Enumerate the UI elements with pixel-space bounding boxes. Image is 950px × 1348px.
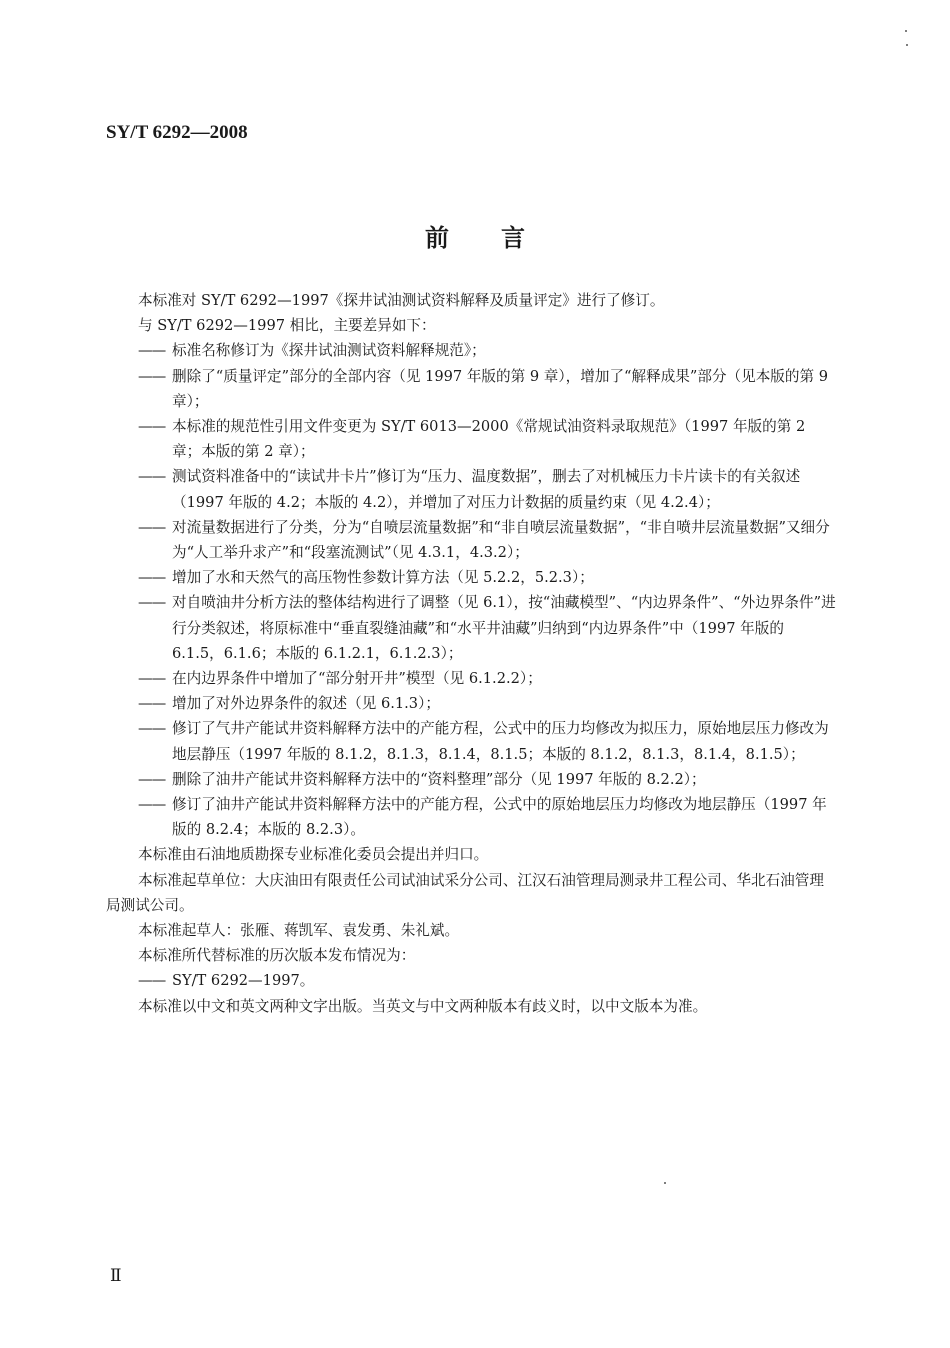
list-item xyxy=(0,767,950,792)
page-title: 前言 xyxy=(425,224,577,252)
intro-paragraph: 本标准对 SY/T 6292—1997《探井试油测试资料解释及质量评定》进行了修订。 xyxy=(138,292,665,309)
list-item-text: 对自喷油井分析方法的整体结构进行了调整（见 6.1），按“油藏模型”、“内边界条件”、“外边界条件”进行分类叙述，将原标准中“垂直裂缝油藏”和“水平井油藏”归纳到“内边界条件”中（1997 年版的 6.1.5，6.1.6；本版的 6.1.2.1，6.1.2.3）； xyxy=(172,594,836,662)
list-item-text: 在内边界条件中增加了“部分射开井”模型（见 6.1.2.2）； xyxy=(172,670,542,688)
scan-speck xyxy=(906,44,908,46)
intro-paragraph: 与 SY/T 6292—1997 相比，主要差异如下： xyxy=(138,317,436,335)
list-item xyxy=(0,515,950,565)
scan-speck xyxy=(905,30,907,32)
dash-marker: —— xyxy=(138,796,166,814)
dash-marker: —— xyxy=(138,468,166,486)
list-item-text: 本标准的规范性引用文件变更为 SY/T 6013—2000《常规试油资料录取规范》（1997 年版的第 2 章；本版的第 2 章）； xyxy=(172,418,806,461)
list-item-text: 删除了“质量评定”部分的全部内容（见 1997 年版的第 9 章），增加了“解释成果”部分（见本版的第 9 章）； xyxy=(172,367,829,410)
list-item-text: 测试资料准备中的“读试井卡片”修订为“压力、温度数据”，删去了对机械压力卡片读卡的有关叙述（1997 年版的 4.2；本版的 4.2），并增加了对压力计数据的质量约束（见 4.2.4）； xyxy=(172,468,801,511)
list-item xyxy=(0,364,950,414)
list-item-text: 增加了水和天然气的高压物性参数计算方法（见 5.2.2，5.2.3）； xyxy=(172,569,594,587)
dash-marker: —— xyxy=(138,720,166,738)
page-number: Ⅱ xyxy=(110,1266,122,1285)
list-item xyxy=(0,414,950,464)
language-note-paragraph: 本标准以中文和英文两种文字出版。当英文与中文两种版本有歧义时，以中文版本为准。 xyxy=(138,997,708,1015)
dash-marker: —— xyxy=(138,342,166,360)
history-intro-paragraph: 本标准所代替标准的历次版本发布情况为： xyxy=(138,947,416,965)
list-item-text: 对流量数据进行了分类，分为“自喷层流量数据”和“非自喷层流量数据”，“非自喷井层流量数据”又细分为“人工举升求产”和“段塞流测试”（见 4.3.1，4.3.2）； xyxy=(172,518,830,562)
list-item-text: 标准名称修订为《探井试油测试资料解释规范》； xyxy=(172,342,486,360)
list-item-text: 增加了对外边界条件的叙述（见 6.1.3）； xyxy=(172,695,440,713)
dash-marker: —— xyxy=(138,518,166,536)
list-item xyxy=(0,716,950,766)
list-item xyxy=(0,666,950,691)
dash-marker: —— xyxy=(138,770,166,788)
dash-marker: —— xyxy=(138,367,166,385)
standard-code: SY/T 6292—2008 xyxy=(106,122,248,143)
dash-marker: —— xyxy=(138,670,166,688)
dash-marker: —— xyxy=(138,972,166,990)
drafting-units-paragraph: 本标准起草单位：大庆油田有限责任公司试油试采分公司、江汉石油管理局测录井工程公司、华北石油管理局测试公司。 xyxy=(106,871,824,914)
dash-marker: —— xyxy=(138,695,166,713)
list-item xyxy=(0,464,950,514)
list-item-text: 修订了气井产能试井资料解释方法中的产能方程，公式中的压力均修改为拟压力，原始地层压力修改为地层静压（1997 年版的 8.1.2，8.1.3，8.1.4，8.1.5；本版的 8.1.2，8.1.3，8.1.4，8.1.5）； xyxy=(172,720,829,763)
dash-marker: —— xyxy=(138,569,166,587)
drafters-paragraph: 本标准起草人：张雁、蒋凯军、袁发勇、朱礼斌。 xyxy=(138,922,460,940)
scan-speck xyxy=(664,1182,666,1184)
dash-marker: —— xyxy=(138,594,166,612)
list-item xyxy=(0,565,950,590)
foreword-body xyxy=(0,288,950,1019)
list-item-text: 删除了油井产能试井资料解释方法中的“资料整理”部分（见 1997 年版的 8.2.2）； xyxy=(172,770,706,788)
list-item xyxy=(0,338,950,363)
dash-marker: —— xyxy=(138,418,166,436)
list-item xyxy=(0,792,950,842)
list-item xyxy=(0,691,950,716)
proposer-paragraph: 本标准由石油地质勘探专业标准化委员会提出并归口。 xyxy=(138,846,489,864)
history-item-text: SY/T 6292—1997。 xyxy=(172,972,315,990)
list-item xyxy=(0,590,950,666)
history-list-item xyxy=(0,968,950,993)
list-item-text: 修订了油井产能试井资料解释方法中的产能方程，公式中的原始地层压力均修改为地层静压（1997 年版的 8.2.4；本版的 8.2.3）。 xyxy=(172,796,827,839)
